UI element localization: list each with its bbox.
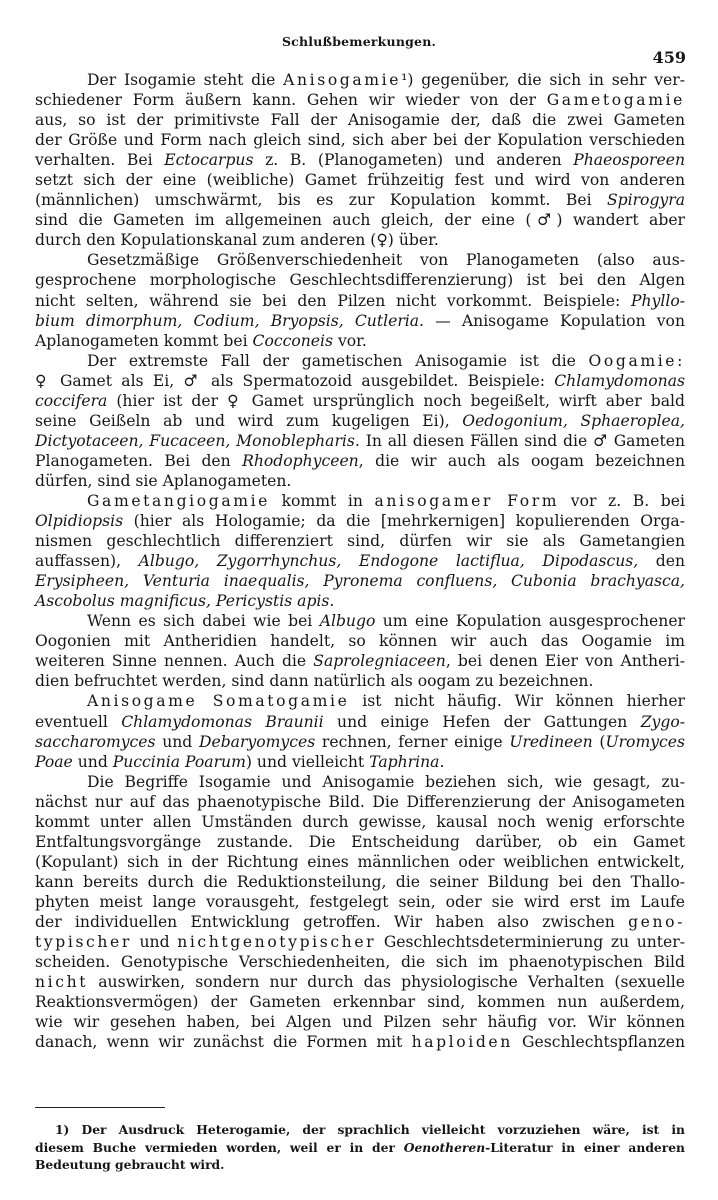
- text-line: [35, 431, 685, 451]
- text-line: [35, 591, 685, 611]
- text-line: [35, 892, 685, 912]
- paragraph: [35, 351, 685, 491]
- text-run: -Literatur in einer anderen: [485, 1139, 685, 1155]
- text-line: [35, 1156, 685, 1174]
- paragraph: [35, 611, 685, 691]
- italic-text: Uromyces: [605, 732, 685, 751]
- text-line: [35, 451, 685, 471]
- italic-text: saccharomyces: [35, 732, 156, 751]
- italic-text: Oenotheren: [403, 1139, 486, 1155]
- spaced-emphasis: geno-: [628, 912, 685, 931]
- text-run: ist nicht häufig. Wir können hierher: [349, 692, 686, 711]
- text-line: [35, 712, 685, 732]
- text-line: [35, 170, 685, 190]
- text-line: [35, 772, 685, 792]
- text-run: Reaktionsvermögen) der Gameten erkennbar sind, kommen nun außerdem,: [35, 993, 685, 1012]
- paragraph: [35, 691, 685, 771]
- text-run: um eine Kopulation ausgesprochener: [375, 612, 685, 631]
- text-line: [35, 912, 685, 932]
- italic-text: Rhodophyceen: [242, 451, 359, 470]
- text-run: 1) Der Ausdruck Heterogamie, der sprachlich vielleicht vorzuziehen wäre, ist in: [55, 1122, 685, 1137]
- text-run: wie wir gesehen haben, bei Algen und Pilzen sehr häufig vor. Wir können: [35, 1013, 685, 1032]
- italic-text: Debaryomyces: [198, 732, 316, 751]
- text-run: — Anisogame Kopulation von: [424, 311, 685, 330]
- text-run: In all diesen Fällen sind die ♂ Gameten: [359, 431, 685, 450]
- text-line: [35, 671, 685, 691]
- spaced-emphasis: Anisogame Somatogamie: [87, 692, 350, 711]
- text-line: [35, 311, 685, 331]
- italic-text: Saprolegniaceen: [313, 652, 446, 671]
- text-run: seine Geißeln ab und wird zum kugeligen Ei),: [35, 411, 463, 430]
- text-run: auswirken, sondern nur durch das physiologische Verhalten (sexuelle: [88, 973, 685, 992]
- text-line: [35, 230, 685, 250]
- italic-text: Chlamydomonas Braunii: [121, 712, 324, 731]
- text-line: [35, 371, 685, 391]
- text-line: [35, 651, 685, 671]
- text-line: [35, 190, 685, 210]
- text-line: [35, 110, 685, 130]
- text-run: (hier als Hologamie; da die [mehrkernigen] kopulierenden Orga-: [123, 512, 685, 531]
- text-run: durch den Kopulationskanal zum anderen (♀) über.: [35, 231, 439, 250]
- text-run: und: [72, 752, 113, 771]
- text-line: [35, 70, 685, 90]
- text-run: der individuellen Entwicklung getroffen. Wir haben also zwischen: [35, 912, 629, 931]
- text-line: [35, 812, 685, 832]
- text-line: [35, 130, 685, 150]
- text-run: weiteren Sinne nennen. Auch die: [35, 652, 314, 671]
- spaced-emphasis: Oogamie:: [588, 351, 685, 370]
- text-line: [35, 571, 685, 591]
- text-run: scheiden. Genotypische Verschiedenheiten, die sich im phaenotypischen Bild: [35, 953, 685, 972]
- text-run: setzt sich der eine (weibliche) Gamet frühzeitig fest und wird von anderen: [35, 171, 685, 190]
- text-run: ¹) gegenüber, die sich in sehr ver-: [401, 71, 685, 89]
- text-line: [35, 391, 685, 411]
- text-run: den: [638, 552, 685, 571]
- paragraph: [35, 250, 685, 350]
- text-run: nismen geschlechtlich differenziert sind, dürfen wir sie als Gametangien: [35, 532, 685, 551]
- spaced-emphasis: typischer: [35, 933, 132, 952]
- text-run: danach, wenn wir zunächst die Formen mit: [35, 1033, 412, 1052]
- italic-text: Zygo-: [640, 712, 685, 731]
- paragraph: [35, 70, 685, 250]
- italic-text: Oedogonium, Sphaeroplea,: [462, 411, 685, 430]
- text-run: und: [155, 732, 199, 751]
- italic-text: coccifera: [35, 391, 108, 410]
- text-run: ♀ Gamet als Ei, ♂ als Spermatozoid ausgebildet. Beispiele:: [35, 371, 555, 390]
- text-run: kommt unter allen Umständen durch gewisse, kausal noch wenig erforschte: [35, 812, 685, 831]
- text-run: (Kopulant) sich in der Richtung eines männlichen oder weiblichen entwickelt,: [35, 852, 685, 871]
- italic-text: Chlamydomonas: [554, 371, 685, 390]
- spaced-emphasis: anisogamer Form: [374, 491, 560, 510]
- text-line: [35, 832, 685, 852]
- text-line: [35, 551, 685, 571]
- text-run: gesprochene morphologische Geschlechtsdifferenzierung) ist bei den Algen: [35, 271, 685, 290]
- page-header: [0, 34, 718, 67]
- text-run: nicht selten, während sie bei den Pilzen nicht vorkommt. Beispiele:: [35, 291, 632, 310]
- italic-text: bium dimorphum, Codium, Bryopsis, Cutleria.: [35, 311, 425, 330]
- text-run: phyten meist lange vorausgeht, festgelegt sein, oder sie wird erst im Laufe: [35, 892, 685, 911]
- spaced-emphasis: nicht: [35, 973, 89, 992]
- text-line: [35, 291, 685, 311]
- text-run: , die wir auch als oogam bezeichnen: [358, 451, 686, 470]
- text-run: Die Begriffe Isogamie und Anisogamie beziehen sich, wie gesagt, zu-: [87, 772, 685, 791]
- text-line: [35, 491, 685, 511]
- italic-text: Taphrina.: [369, 752, 445, 771]
- italic-text: Phaeosporeen: [573, 151, 685, 170]
- text-run: ) und vielleicht: [245, 752, 370, 771]
- text-run: Entfaltungsvorgänge zustande. Die Entscheidung darüber, ob ein Gamet: [35, 832, 685, 851]
- text-run: Aplanogameten kommt bei: [35, 331, 253, 350]
- paragraph: [35, 772, 685, 1053]
- spaced-emphasis: Gametangiogamie: [87, 491, 271, 510]
- footnote-rule: [35, 1107, 165, 1108]
- italic-text: Albugo: [319, 612, 376, 631]
- text-line: [35, 210, 685, 230]
- text-run: Der Isogamie steht die: [87, 71, 284, 89]
- text-run: z. B. (Planogameten) und anderen: [253, 151, 574, 170]
- text-line: [35, 611, 685, 631]
- text-line: [35, 952, 685, 972]
- italic-text: Cocconeis: [252, 331, 333, 350]
- body-text: [35, 70, 685, 1052]
- text-run: Der extremste Fall der gametischen Anisogamie ist die: [87, 351, 589, 370]
- spaced-emphasis: Anisogamie: [283, 71, 402, 89]
- text-run: schiedener Form äußern kann. Gehen wir wieder von der: [35, 91, 547, 110]
- text-line: [35, 1032, 685, 1052]
- text-run: , bei denen Eier von Antheri-: [445, 652, 686, 671]
- text-line: [35, 331, 685, 351]
- text-line: [35, 150, 685, 170]
- italic-text: Ectocarpus: [164, 151, 254, 170]
- text-run: vor z. B. bei: [559, 491, 686, 510]
- text-line: [35, 1139, 685, 1157]
- text-line: [35, 992, 685, 1012]
- text-line: [35, 691, 685, 711]
- italic-text: Puccinia Poarum: [112, 752, 246, 771]
- text-run: Planogameten. Bei den: [35, 451, 243, 470]
- text-run: (männlichen) umschwärmt, bis es zur Kopulation kommt. Bei: [35, 191, 607, 210]
- text-run: kann bereits durch die Reduktionsteilung, die seiner Bildung bei den Thallo-: [35, 872, 685, 891]
- italic-text: Spirogyra: [606, 191, 685, 210]
- text-line: [35, 631, 685, 651]
- text-run: Geschlechtspflanzen: [512, 1033, 685, 1052]
- spaced-emphasis: nichtgenotypischer: [177, 933, 377, 952]
- italic-text: Olpidiopsis: [35, 512, 124, 531]
- italic-text: Albugo, Zygorrhynchus, Endogone lactiflua, Dipodascus,: [138, 552, 639, 571]
- text-line: [35, 932, 685, 952]
- text-line: [35, 90, 685, 110]
- text-line: [35, 792, 685, 812]
- italic-text: Erysipheen, Venturia inaequalis, Pyronema confluens, Cubonia brachyasca,: [35, 572, 685, 591]
- footnote: [35, 1121, 685, 1174]
- text-run: sind die Gameten im allgemeinen auch gleich, der eine (♂) wandert aber: [35, 211, 685, 230]
- text-line: [35, 1121, 685, 1139]
- text-run: Wenn es sich dabei wie bei: [87, 612, 320, 631]
- text-run: (hier ist der ♀ Gamet ursprünglich noch begeißelt, wirft aber bald: [107, 391, 685, 410]
- text-run: Geschlechtsdeterminierung zu unter-: [376, 933, 686, 952]
- paragraph: [35, 491, 685, 611]
- running-title: Schlußbemerkungen.: [281, 34, 437, 49]
- text-line: [35, 250, 685, 270]
- text-run: eventuell: [35, 712, 122, 731]
- text-run: Oogonien mit Antheridien handelt, so können wir auch das Oogamie im: [35, 632, 685, 651]
- text-run: Bedeutung gebraucht wird.: [35, 1157, 225, 1172]
- text-line: [35, 1012, 685, 1032]
- text-line: [35, 732, 685, 752]
- text-run: und: [131, 933, 178, 952]
- text-run: kommt in: [270, 491, 375, 510]
- text-run: nächst nur auf das phaenotypische Bild. Die Differenzierung der Anisogameten: [35, 792, 685, 811]
- text-line: [35, 972, 685, 992]
- text-run: und einige Hefen der Gattungen: [323, 712, 641, 731]
- text-run: verhalten. Bei: [35, 151, 165, 170]
- italic-text: Phyllo-: [631, 291, 685, 310]
- text-line: [35, 511, 685, 531]
- spaced-emphasis: haploiden: [411, 1033, 513, 1052]
- text-line: [35, 471, 685, 491]
- text-run: vor.: [332, 331, 367, 350]
- italic-text: Dictyotaceen, Fucaceen, Monoblepharis.: [35, 431, 360, 450]
- text-line: [35, 752, 685, 772]
- text-run: rechnen, ferner einige: [315, 732, 510, 751]
- italic-text: Uredineen: [509, 732, 593, 751]
- text-run: der Größe und Form nach gleich sind, sich aber bei der Kopulation verschieden: [35, 131, 685, 150]
- text-line: [35, 351, 685, 371]
- text-run: dürfen, sind sie Aplanogameten.: [35, 471, 292, 490]
- text-line: [35, 270, 685, 290]
- page-number: 459: [652, 48, 686, 67]
- text-run: diesem Buche vermieden worden, weil er in der: [35, 1139, 404, 1155]
- text-line: [35, 872, 685, 892]
- text-line: [35, 852, 685, 872]
- text-run: auffassen),: [35, 552, 139, 571]
- text-run: dien befruchtet werden, sind dann natürlich als oogam zu bezeichnen.: [35, 672, 594, 691]
- text-line: [35, 531, 685, 551]
- text-run: (: [592, 732, 606, 751]
- spaced-emphasis: Gametogamie: [546, 91, 685, 110]
- text-line: [35, 411, 685, 431]
- text-run: Gesetzmäßige Größenverschiedenheit von Planogameten (also aus-: [87, 251, 685, 270]
- text-run: aus, so ist der primitivste Fall der Anisogamie der, daß die zwei Gameten: [35, 111, 685, 130]
- italic-text: Poae: [35, 752, 73, 771]
- italic-text: Ascobolus magnificus, Pericystis apis.: [35, 592, 335, 611]
